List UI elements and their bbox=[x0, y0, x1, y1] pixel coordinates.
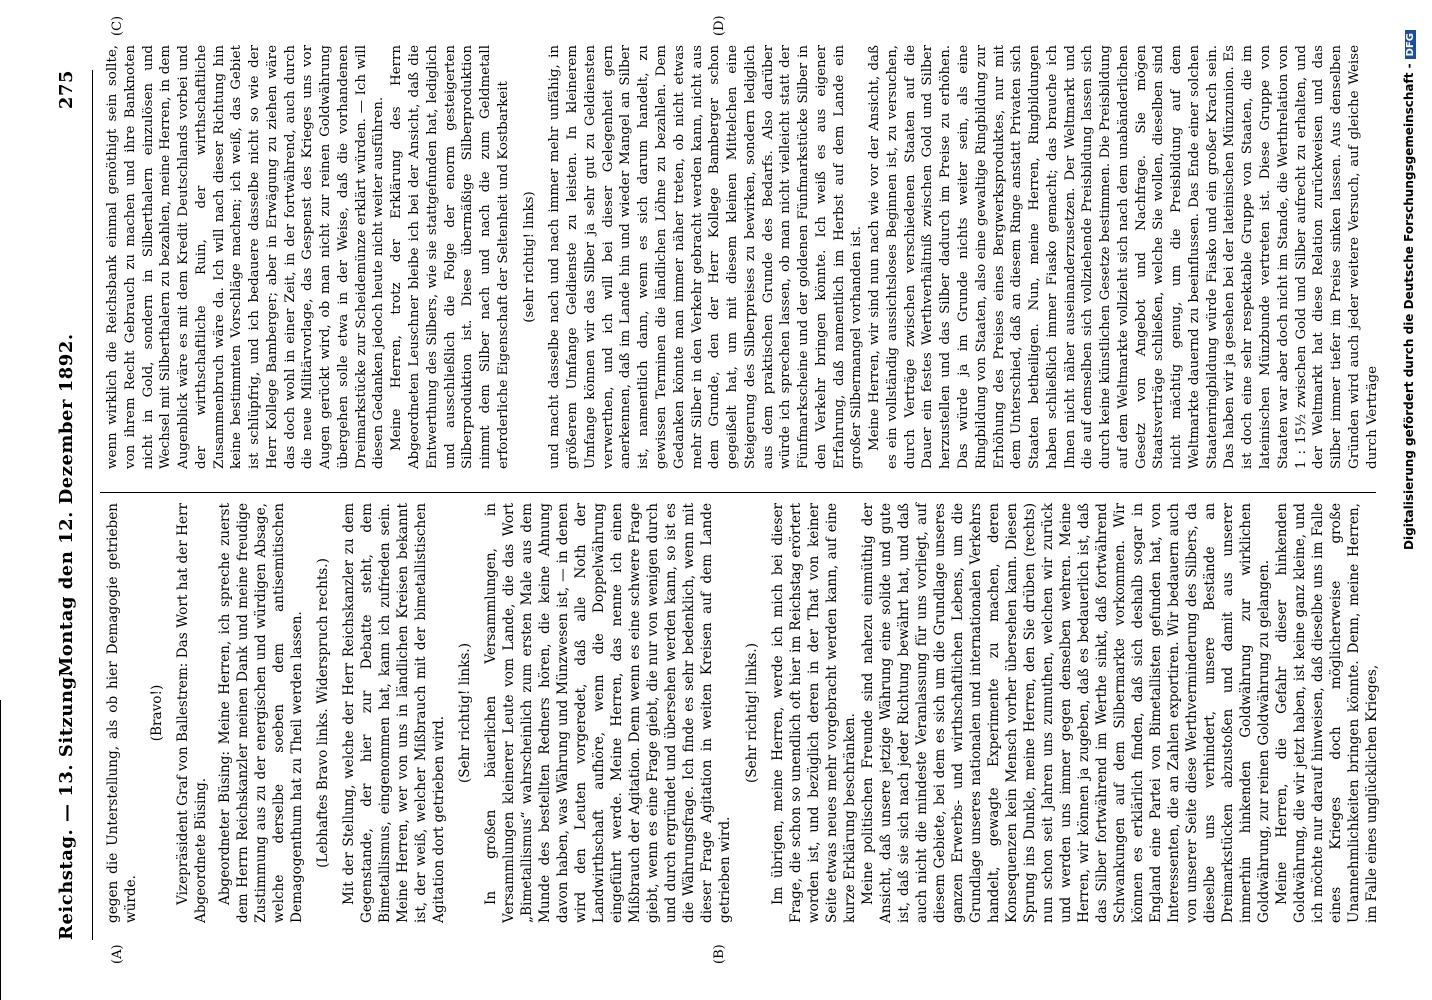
interjection: (sehr richtig! links) bbox=[521, 191, 537, 323]
marker-d: (D) bbox=[712, 15, 727, 36]
header-title: Reichstag. — 13. Sitzung. bbox=[56, 669, 77, 940]
left-column bbox=[104, 503, 1381, 923]
marker-c: (C) bbox=[110, 15, 125, 36]
paragraph: Meine politischen Freunde sind nahezu einmüthig der Ansicht, daß unsere jetzige Währung eine solide und gute ist, daß sie sich nach jeder Richtung bewährt hat, und daß auch nicht die mindeste Veranlassung für uns vorliegt, auf diesem Gebiete, bei dem es sich um die Grundlage unseres ganzen Erwerbs- und wirthschaftlichen Lebens, um die Grundlage unseres nationalen und internationalen Verkehrs handelt, gewagte Experimente zu machen, deren Konsequenzen kein Mensch vorher übersehen kann. Diesen Sprung ins Dunkle, meine Herren, den Sie drüben (rechts) nun schon seit Jahren uns zumuthen, welchen wir zurück und werden uns immer gegen denselben wehren. Meine Herren, wir können ja zugeben, daß es bedauerlich ist, daß das Silber fortwährend im Werthe sinkt, daß fortwährend Schwankungen auf dem Silbermarkte vorkommen. Wir können es erklärlich finden, daß sich deshalb sogar in England eine Partei von Bimetallisten gefunden hat, von Interessenten, die an Zahlen exportiren. Wir bedauern auch von unserer Seite diese Werthverminderung des Silbers, da dieselbe uns verhindert, unsere Bestände an Dreimarkstücken abzustoßen und damit aus unserer immerhin hinkenden Goldwährung zur wirklichen Goldwährung, zur reinen Goldwährung zu gelangen. bbox=[859, 503, 1272, 923]
footer-text: Digitalisierung gefördert durch die Deutsche Forschungsgemeinschaft - bbox=[1402, 63, 1416, 550]
paragraph: gegen die Unterstellung, als ob hier Demagogie getrieben würde. bbox=[105, 503, 140, 923]
paragraph: Meine Herren, trotz der Erklärung des Herrn Abgeordneten Leuschner bleibe ich bei der Ansicht, daß die Entwerthung des Silbers, wie sie stattgefunden hat, lediglich und ausschließlich die Folge der enorm gesteigerten Silberproduktion ist. Diese übermäßige Silberproduktion nimmt dem Silber nach und nach die zum Geldmetall erforderliche Eigenschaft der Seltenheit und Kostbarkeit bbox=[389, 45, 511, 469]
scan-corner-mark bbox=[0, 700, 1, 1000]
page-number: 275 bbox=[56, 70, 77, 110]
running-header bbox=[50, 70, 86, 940]
marker-b: (B) bbox=[712, 944, 727, 964]
paragraph: Abgeordneter Büsing: Meine Herren, ich spreche zuerst dem Herrn Reichskanzler meinen Dank und meine freudige Zustimmung aus zu der energischen und würdigen Absage, welche derselbe soeben dem antisemitischen Demagogenthum hat zu Theil werden lassen. bbox=[217, 503, 306, 923]
marker-a: (A) bbox=[110, 944, 125, 964]
paragraph: wenn wirklich die Reichsbank einmal genöthigt sein sollte, von ihrem Recht Gebrauch zu machen und ihre Banknoten nicht in Gold, sondern in Silberthalern einzulösen und Wechsel mit Silberthalern zu bezahlen, meine Herren, in dem Augenblick wäre es mit dem Kredit Deutschlands vorbei und der wirthschaftliche Ruin, der wirthschaftliche Zusammenbruch wäre da. Ich will nach dieser Richtung hin keine bestimmten Vorschläge machen; ich weiß, das Gebiet ist schlüpfrig, und ich bedauere dasselbe nicht so wie der Herr Kollege Bamberger; aber in Erwägung zu ziehen wäre das doch wohl in einer Zeit, in der fortwährend, auch durch die neue Militärvorlage, das Gespenst des Krieges uns vor Augen gerückt wird, ob man nicht zur reinen Goldwährung übergehen solle etwa in der Weise, daß die vorhandenen Dreimarkstücke zur Scheidemünze erklärt würden. — Ich will diesen Gedanken jedoch heute nicht weiter ausführen. bbox=[105, 45, 387, 469]
interjection: (Lebhaftes Bravo links. Widerspruch rechts.) bbox=[315, 558, 332, 868]
paragraph: Meine Herren, wir sind nun nach wie vor der Ansicht, daß es ein vollständig aussichtsloses Beginnen ist, zu versuchen, durch Verträge zwischen verschiedenen Staaten auf die Dauer ein festes Werthverhältniß zwischen Gold und Silber herzustellen und das Silber dadurch im Preise zu erhöhen. Das würde ja im Grunde nichts weiter sein, als eine Ringbildung von Staaten, also eine gewaltige Ringbildung zur Erhöhung des Preises eines Bergwerksproduktes, nur mit dem Unterschied, daß an diesem Ringe anstatt Privaten sich Staaten betheiligen. Nun, meine Herren, Ringbildungen haben schließlich immer Fiasko gemacht; das brauche ich Ihnen nicht näher auseinanderzusetzen. Der Weltmarkt und die auf demselben sich vollziehende Preisbildung lassen sich durch keine künstlichen Gesetze bestimmen. Die Preisbildung auf dem Weltmarkte vollzieht sich nach dem unabänderlichen Gesetz von Angebot und Nachfrage. Sie mögen Staatsverträge schließen, welche Sie wollen, dieselben sind nicht mächtig genug, um die Preisbildung auf dem Weltmarkte dauernd zu beeinflussen. Das Ende einer solchen Staatenringbildung würde Fiasko und ein großer Krach sein. Das haben wir ja gesehen bei der lateinischen Münzunion. Es ist doch eine sehr respektable Gruppe von Staaten, die im lateinischen Münzbunde vertreten ist. Diese Gruppe von Staaten war aber doch nicht im Stande, die Werthrelation von 1 : 15½ zwischen Gold und Silber aufrecht zu erhalten, und der Weltmarkt hat diese Relation zurückweisen und das Silber immer tiefer im Preise sinken lassen. Aus denselben Gründen wird auch jeder weitere Versuch, auf gleiche Weise durch Verträge bbox=[867, 45, 1380, 469]
paragraph: In großen bäuerlichen Versammlungen, in Versammlungen kleinerer Leute vom Lande, die das Wort „Bimetallismus“ wahrscheinlich zum ersten Male aus dem Munde des bestellten Redners hören, die keine Ahnung davon haben, was Währung und Münzwesen ist, — in denen wird den Leuten vorgeredet, daß alle Noth der Landwirthschaft aufhöre, wenn die Doppelwährung eingeführt werde. Meine Herren, das nenne ich einen Mißbrauch der Agitation. Denn wenn es eine schwere Frage giebt, wenn es eine Frage giebt, die nur von wenigen durch und durch ergründet und übersehen werden kann, so ist es die Währungsfrage. Ich finde es sehr bedenklich, wenn mit dieser Frage Agitation in weiten Kreisen auf dem Lande getrieben wird. bbox=[483, 503, 734, 923]
column-divider bbox=[100, 492, 1376, 493]
header-rule bbox=[92, 70, 93, 940]
header-date: Montag den 12. Dezember 1892. bbox=[56, 333, 77, 677]
interjection: (Bravo!) bbox=[149, 684, 166, 742]
paragraph: Mit der Stellung, welche der Herr Reichskanzler zu dem Gegenstande, der hier zur Debatte steht, dem Bimetallismus, eingenommen hat, kann ich zufrieden sein. Meine Herren, wer von uns in ländlichen Kreisen bekannt ist, der weiß, welcher Mißbrauch mit der bimetallistischen Agitation dort getrieben wird. bbox=[341, 503, 448, 923]
paragraph: Vizepräsident Graf von Ballestrem: Das Wort hat der Herr Abgeordnete Büsing. bbox=[175, 503, 210, 923]
paragraph: und macht dasselbe nach und nach immer mehr unfähig, in größerem Umfange Geldienste zu leisten. In kleinerem Umfange können wir das Silber ja sehr gut zu Geldiensten verwerthen, und ich will bei dieser Gelegenheit gern anerkennen, daß im Lande hin und wieder Mangel an Silber ist, namentlich dann, wenn es sich darum handelt, zu gewissen Terminen die ländlichen Löhne zu bezahlen. Dem Gedanken könnte man immer näher treten, ob nicht etwas mehr Silber in den Verkehr gebracht werden kann, nicht aus dem Grunde, den der Herr Kollege Bamberger schon gegeißelt hat, um mit diesem kleinen Mittelchen eine Steigerung des Silberpreises zu bewirken, sondern lediglich aus dem praktischen Grunde des Bedarfs. Also darüber würde ich sprechen lassen, ob man nicht vielleicht statt der Fünfmarkscheine und der goldenen Fünfmarkstücke Silber in den Verkehr bringen könnte. Ich weiß es aus eigener Erfahrung, daß namentlich im Herbst auf dem Lande ein großer Silbermangel vorhanden ist. bbox=[547, 45, 865, 469]
right-column bbox=[104, 45, 1381, 469]
paragraph: Meine Herren, die Gefahr dieser hinkenden Goldwährung, die wir jetzt haben, ist keine ganz kleine, und ich möchte nur darauf hinweisen, daß dieselbe uns im Falle eines Krieges doch möglicherweise große Unannehmlichkeiten bringen könnte. Denn, meine Herren, im Falle eines unglücklichen Krieges, bbox=[1273, 503, 1381, 923]
digitization-footer bbox=[1402, 0, 1426, 1000]
interjection: (Sehr richtig! links.) bbox=[457, 642, 474, 784]
dfg-logo: DFG bbox=[1405, 30, 1416, 59]
paragraph: Im übrigen, meine Herren, werde ich mich bei dieser Frage, die schon so unendlich oft hier im Reichstag erörtert worden ist, und bezüglich deren in der That von keiner Seite etwas neues mehr vorgebracht werden kann, auf eine kurze Erklärung beschränken. bbox=[769, 503, 858, 923]
interjection: (Sehr richtig! links.) bbox=[743, 642, 760, 784]
